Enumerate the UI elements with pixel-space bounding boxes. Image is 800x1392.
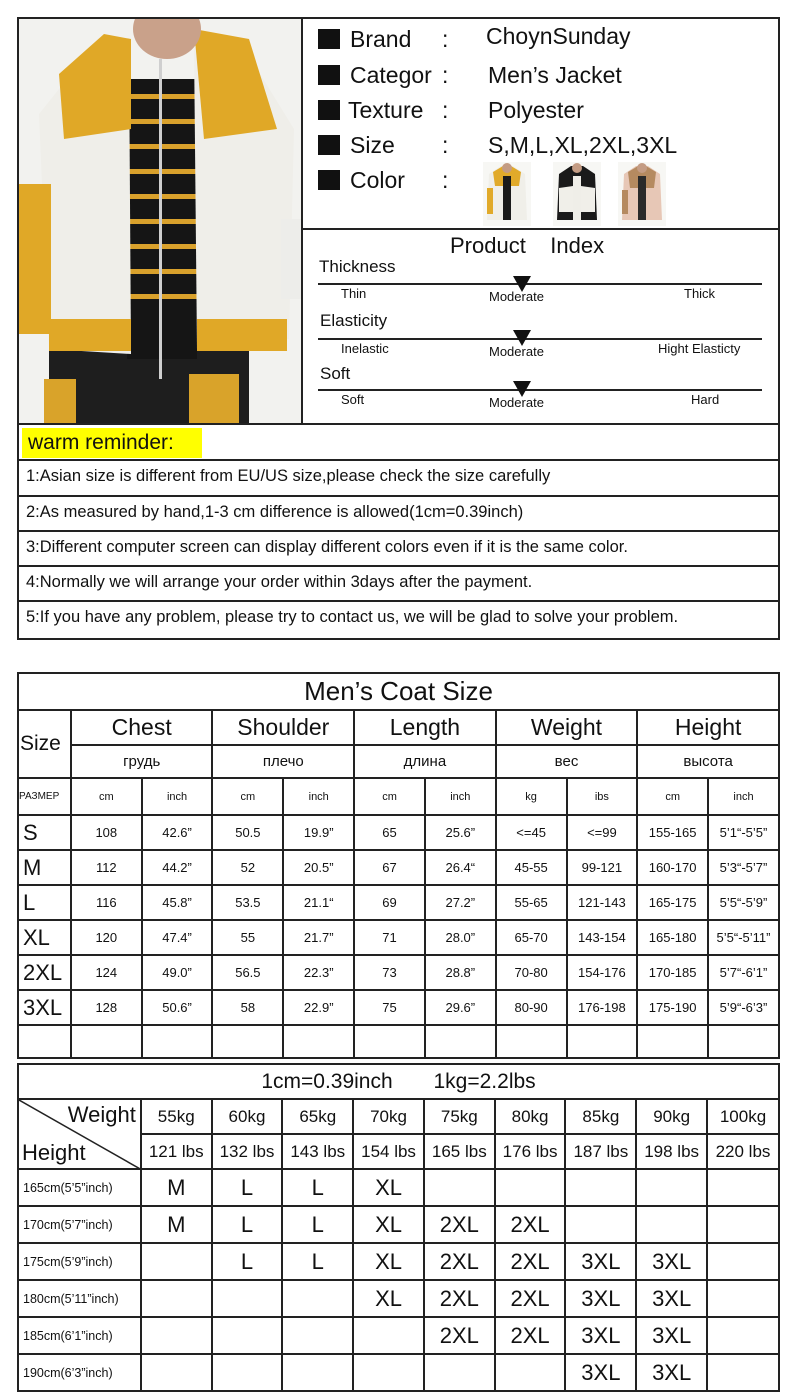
weight-lbs-header: 187 lbs [565, 1134, 636, 1169]
size-label: M [18, 850, 71, 885]
shoulder-inch: 21.7” [283, 920, 354, 955]
spec-category [318, 60, 778, 90]
height-cm: 165-180 [637, 920, 708, 955]
weight-lbs-header: 165 lbs [424, 1134, 495, 1169]
recommend-cell: 2XL [495, 1317, 566, 1354]
length-cm: 73 [354, 955, 425, 990]
shoulder-cm: 55 [212, 920, 283, 955]
recommend-cell: XL [353, 1206, 424, 1243]
index-elasticity-mid: Moderate [489, 344, 544, 359]
index-soft-right: Hard [691, 392, 720, 407]
length-inch: 26.4“ [425, 850, 496, 885]
unit-cell: inch [283, 778, 354, 815]
recommend-cell [707, 1317, 779, 1354]
size-header: Size [18, 710, 71, 778]
reminder-line-4: 4:Normally we will arrange your order within 3days after the payment. [26, 573, 533, 591]
recommend-cell [707, 1354, 779, 1391]
chest-header: Chest [71, 710, 213, 745]
weight-lbs: 99-121 [567, 850, 638, 885]
jacket-model-illustration [19, 19, 301, 423]
index-soft-left: Soft [341, 392, 365, 407]
bullet-square-icon [318, 29, 340, 49]
chest-cm: 116 [71, 885, 142, 920]
length-inch: 29.6” [425, 990, 496, 1025]
weight-lbs-header: 154 lbs [353, 1134, 424, 1169]
recommend-cell: L [282, 1169, 353, 1206]
recommend-row-170 [18, 1206, 779, 1243]
size-row-l [18, 885, 779, 920]
size-chart-table [17, 672, 780, 1059]
height-cm: 175-190 [637, 990, 708, 1025]
reminder-divider [17, 459, 780, 461]
height-inch: 5’3“-5’7” [708, 850, 779, 885]
size-chart-body [18, 815, 779, 1058]
weight-header: Weight [496, 710, 638, 745]
chest-cm: 120 [71, 920, 142, 955]
recommend-cell: L [212, 1206, 283, 1243]
recommend-cell: 2XL [495, 1243, 566, 1280]
chest-inch: 47.4” [142, 920, 213, 955]
recommend-cell: 3XL [636, 1354, 707, 1391]
weight-kg: 55-65 [496, 885, 567, 920]
height-inch: 5’5“-5’11” [708, 920, 779, 955]
weight-kg-header: 100kg [707, 1099, 779, 1134]
recommend-cell [636, 1169, 707, 1206]
index-thickness-mid: Moderate [489, 289, 544, 304]
chest-inch: 44.2” [142, 850, 213, 885]
spec-colon: : [442, 26, 449, 52]
index-elasticity-label: Elasticity [320, 311, 388, 330]
weight-lbs-header: 198 lbs [636, 1134, 707, 1169]
unit-cell: inch [708, 778, 779, 815]
recommend-cell [707, 1206, 779, 1243]
chest-cm: 112 [71, 850, 142, 885]
recommend-cell: XL [353, 1243, 424, 1280]
size-row-xl [18, 920, 779, 955]
weight-lbs: 176-198 [567, 990, 638, 1025]
height-header: Height [637, 710, 779, 745]
height-inch: 5’1“-5’5” [708, 815, 779, 850]
recommend-cell [707, 1280, 779, 1317]
weight-kg: 80-90 [496, 990, 567, 1025]
weight-lbs: 154-176 [567, 955, 638, 990]
weight-lbs-header: 121 lbs [141, 1134, 212, 1169]
height-inch: 5’9“-6’3” [708, 990, 779, 1025]
index-soft-mid: Moderate [489, 395, 544, 410]
weight-kg: 45-55 [496, 850, 567, 885]
reminder-title: warm reminder: [22, 428, 202, 458]
height-header-ru: высота [637, 745, 779, 778]
weight-axis-label: Weight [67, 1102, 136, 1127]
chest-cm: 124 [71, 955, 142, 990]
shoulder-header-ru: плечо [212, 745, 354, 778]
spec-colon: : [442, 62, 449, 88]
recommend-cell [565, 1169, 636, 1206]
length-cm: 71 [354, 920, 425, 955]
length-cm: 67 [354, 850, 425, 885]
spec-value: S,M,L,XL,2XL,3XL [488, 132, 678, 158]
shoulder-cm: 52 [212, 850, 283, 885]
weight-kg-header: 75kg [424, 1099, 495, 1134]
chest-cm: 108 [71, 815, 142, 850]
bullet-square-icon [318, 135, 340, 155]
recommend-cell [282, 1280, 353, 1317]
length-inch: 28.0” [425, 920, 496, 955]
weight-lbs-header: 132 lbs [212, 1134, 283, 1169]
recommend-row-185 [18, 1317, 779, 1354]
size-row-3xl [18, 990, 779, 1025]
bullet-square-icon [318, 170, 340, 190]
index-elasticity-right: Hight Elasticty [658, 341, 741, 356]
reminder-line-5: 5:If you have any problem, please try to contact us, we will be glad to solve your problem. [26, 608, 679, 626]
weight-kg-header: 60kg [212, 1099, 283, 1134]
recommend-cell: M [141, 1169, 212, 1206]
size-header-ru: РАЗМЕР [18, 778, 71, 815]
unit-cell: inch [142, 778, 213, 815]
recommend-row-175 [18, 1243, 779, 1280]
size-label: XL [18, 920, 71, 955]
recommend-cell: L [212, 1243, 283, 1280]
reminder-line-3: 3:Different computer screen can display different colors even if it is the same color. [26, 538, 628, 556]
shoulder-cm: 53.5 [212, 885, 283, 920]
height-cm: 165-175 [637, 885, 708, 920]
recommend-cell [212, 1317, 283, 1354]
size-label: S [18, 815, 71, 850]
spec-value: ChoynSunday [486, 23, 631, 49]
reminder-divider [17, 565, 780, 567]
recommend-row-190 [18, 1354, 779, 1391]
unit-cell: inch [425, 778, 496, 815]
weight-kg-header: 90kg [636, 1099, 707, 1134]
spec-key: Color [350, 167, 405, 193]
recommend-cell: 3XL [636, 1317, 707, 1354]
product-photo [19, 19, 301, 423]
length-cm: 69 [354, 885, 425, 920]
weight-height-corner [18, 1099, 141, 1169]
shoulder-cm: 58 [212, 990, 283, 1025]
size-row-empty [18, 1025, 779, 1058]
unit-cell: cm [354, 778, 425, 815]
height-inch: 5’5“-5’9” [708, 885, 779, 920]
height-cm: 160-170 [637, 850, 708, 885]
weight-kg-header: 55kg [141, 1099, 212, 1134]
size-recommendation-table [17, 1063, 780, 1392]
recommend-cell [141, 1243, 212, 1280]
chest-inch: 49.0” [142, 955, 213, 990]
recommend-cell [141, 1354, 212, 1391]
shoulder-cm: 56.5 [212, 955, 283, 990]
color-swatch-khaki-pink[interactable] [618, 162, 666, 226]
recommend-cell [707, 1169, 779, 1206]
size-row-2xl [18, 955, 779, 990]
weight-lbs: <=99 [567, 815, 638, 850]
height-cm: 170-185 [637, 955, 708, 990]
height-label: 165cm(5’5”inch) [18, 1169, 141, 1206]
spec-key: Categor [350, 62, 432, 88]
shoulder-header: Shoulder [212, 710, 354, 745]
height-label: 180cm(5’11”inch) [18, 1280, 141, 1317]
length-cm: 65 [354, 815, 425, 850]
index-elasticity-left: Inelastic [341, 341, 389, 356]
color-swatch-black-white[interactable] [553, 162, 601, 226]
recommend-row-165 [18, 1169, 779, 1206]
recommend-cell: L [282, 1206, 353, 1243]
index-thickness-left: Thin [341, 286, 367, 301]
recommend-cell: 2XL [424, 1317, 495, 1354]
length-header: Length [354, 710, 496, 745]
spec-color [318, 165, 778, 195]
weight-lbs: 121-143 [567, 885, 638, 920]
recommend-cell: 3XL [565, 1317, 636, 1354]
product-index-title: Product Index [450, 233, 605, 258]
recommend-cell [495, 1169, 566, 1206]
recommend-cell: XL [353, 1280, 424, 1317]
index-thickness-scale [318, 283, 762, 285]
reminder-divider [17, 530, 780, 532]
spec-key: Size [350, 132, 395, 158]
height-axis-label: Height [22, 1140, 86, 1165]
recommend-cell: 3XL [636, 1280, 707, 1317]
index-thickness-label: Thickness [319, 257, 396, 276]
recommend-cell: 3XL [565, 1354, 636, 1391]
index-thickness-right: Thick [684, 286, 716, 301]
unit-cell: cm [71, 778, 142, 815]
reminder-line-1: 1:Asian size is different from EU/US size,please check the size carefully [26, 467, 551, 485]
spec-value: Polyester [488, 97, 584, 123]
recommend-cell: 2XL [424, 1206, 495, 1243]
shoulder-inch: 22.9” [283, 990, 354, 1025]
size-label: 2XL [18, 955, 71, 990]
height-inch: 5’7“-6’1” [708, 955, 779, 990]
length-inch: 25.6” [425, 815, 496, 850]
chest-header-ru: грудь [71, 745, 213, 778]
recommend-cell [212, 1354, 283, 1391]
index-elasticity-scale [318, 338, 762, 340]
recommend-cell [424, 1169, 495, 1206]
reminder-divider [17, 600, 780, 602]
weight-lbs: 143-154 [567, 920, 638, 955]
height-label: 190cm(6’3”inch) [18, 1354, 141, 1391]
recommend-cell [141, 1280, 212, 1317]
shoulder-cm: 50.5 [212, 815, 283, 850]
chest-cm: 128 [71, 990, 142, 1025]
index-soft-label: Soft [320, 364, 351, 383]
weight-header-ru: вес [496, 745, 638, 778]
unit-cell: cm [637, 778, 708, 815]
recommend-cell [707, 1243, 779, 1280]
recommend-cell [565, 1206, 636, 1243]
weight-lbs-header: 143 lbs [282, 1134, 353, 1169]
height-label: 170cm(5’7”inch) [18, 1206, 141, 1243]
bullet-square-icon [318, 65, 340, 85]
unit-cell: kg [496, 778, 567, 815]
shoulder-inch: 21.1“ [283, 885, 354, 920]
weight-kg-header: 85kg [565, 1099, 636, 1134]
chest-inch: 45.8” [142, 885, 213, 920]
recommend-cell: 2XL [495, 1280, 566, 1317]
weight-kg-header: 65kg [282, 1099, 353, 1134]
shoulder-inch: 20.5” [283, 850, 354, 885]
recommend-cell: 3XL [636, 1243, 707, 1280]
spec-colon: : [442, 167, 449, 193]
unit-cell: cm [212, 778, 283, 815]
recommend-cell: 3XL [565, 1243, 636, 1280]
recommend-cell [495, 1354, 566, 1391]
bullet-square-icon [318, 100, 340, 120]
weight-kg-header: 80kg [495, 1099, 566, 1134]
chest-inch: 42.6” [142, 815, 213, 850]
recommend-cell: 2XL [424, 1280, 495, 1317]
chest-inch: 50.6” [142, 990, 213, 1025]
vertical-divider [301, 17, 303, 425]
length-inch: 27.2” [425, 885, 496, 920]
unit-conversion: 1cm=0.39inch 1kg=2.2lbs [18, 1064, 779, 1099]
recommend-cell [636, 1206, 707, 1243]
recommend-cell: M [141, 1206, 212, 1243]
recommend-row-180 [18, 1280, 779, 1317]
recommend-cell [212, 1280, 283, 1317]
unit-cell: ibs [567, 778, 638, 815]
size-label: L [18, 885, 71, 920]
spec-colon: : [442, 132, 449, 158]
spec-key: Texture [348, 97, 424, 123]
recommend-cell: 2XL [495, 1206, 566, 1243]
spec-texture [318, 95, 778, 125]
spec-brand [318, 24, 778, 54]
recommend-cell: L [282, 1243, 353, 1280]
color-swatch-yellow-white[interactable] [483, 162, 531, 226]
weight-kg: 65-70 [496, 920, 567, 955]
horizontal-divider [303, 228, 780, 230]
size-chart-title: Men’s Coat Size [18, 673, 779, 710]
shoulder-inch: 22.3” [283, 955, 354, 990]
weight-lbs-header: 220 lbs [707, 1134, 779, 1169]
recommend-cell [141, 1317, 212, 1354]
recommend-cell: 3XL [565, 1280, 636, 1317]
weight-kg: 70-80 [496, 955, 567, 990]
size-label: 3XL [18, 990, 71, 1025]
recommend-cell [353, 1317, 424, 1354]
weight-lbs-header: 176 lbs [495, 1134, 566, 1169]
recommend-cell: L [212, 1169, 283, 1206]
spec-value: Men’s Jacket [488, 62, 622, 88]
recommend-cell [353, 1354, 424, 1391]
length-cm: 75 [354, 990, 425, 1025]
spec-key: Brand [350, 26, 412, 52]
reminder-divider [17, 495, 780, 497]
spec-size [318, 130, 778, 160]
weight-kg: <=45 [496, 815, 567, 850]
weight-kg-header: 70kg [353, 1099, 424, 1134]
index-soft-scale [318, 389, 762, 391]
recommend-cell: XL [353, 1169, 424, 1206]
shoulder-inch: 19.9” [283, 815, 354, 850]
recommend-cell [282, 1354, 353, 1391]
reminder-line-2: 2:As measured by hand,1-3 cm difference is allowed(1cm=0.39inch) [26, 503, 524, 521]
height-label: 185cm(6’1”inch) [18, 1317, 141, 1354]
size-row-s [18, 815, 779, 850]
size-row-m [18, 850, 779, 885]
spec-colon: : [442, 97, 449, 123]
length-header-ru: длина [354, 745, 496, 778]
recommend-cell: 2XL [424, 1243, 495, 1280]
recommend-cell [424, 1354, 495, 1391]
height-cm: 155-165 [637, 815, 708, 850]
length-inch: 28.8” [425, 955, 496, 990]
recommend-cell [282, 1317, 353, 1354]
height-label: 175cm(5’9”inch) [18, 1243, 141, 1280]
